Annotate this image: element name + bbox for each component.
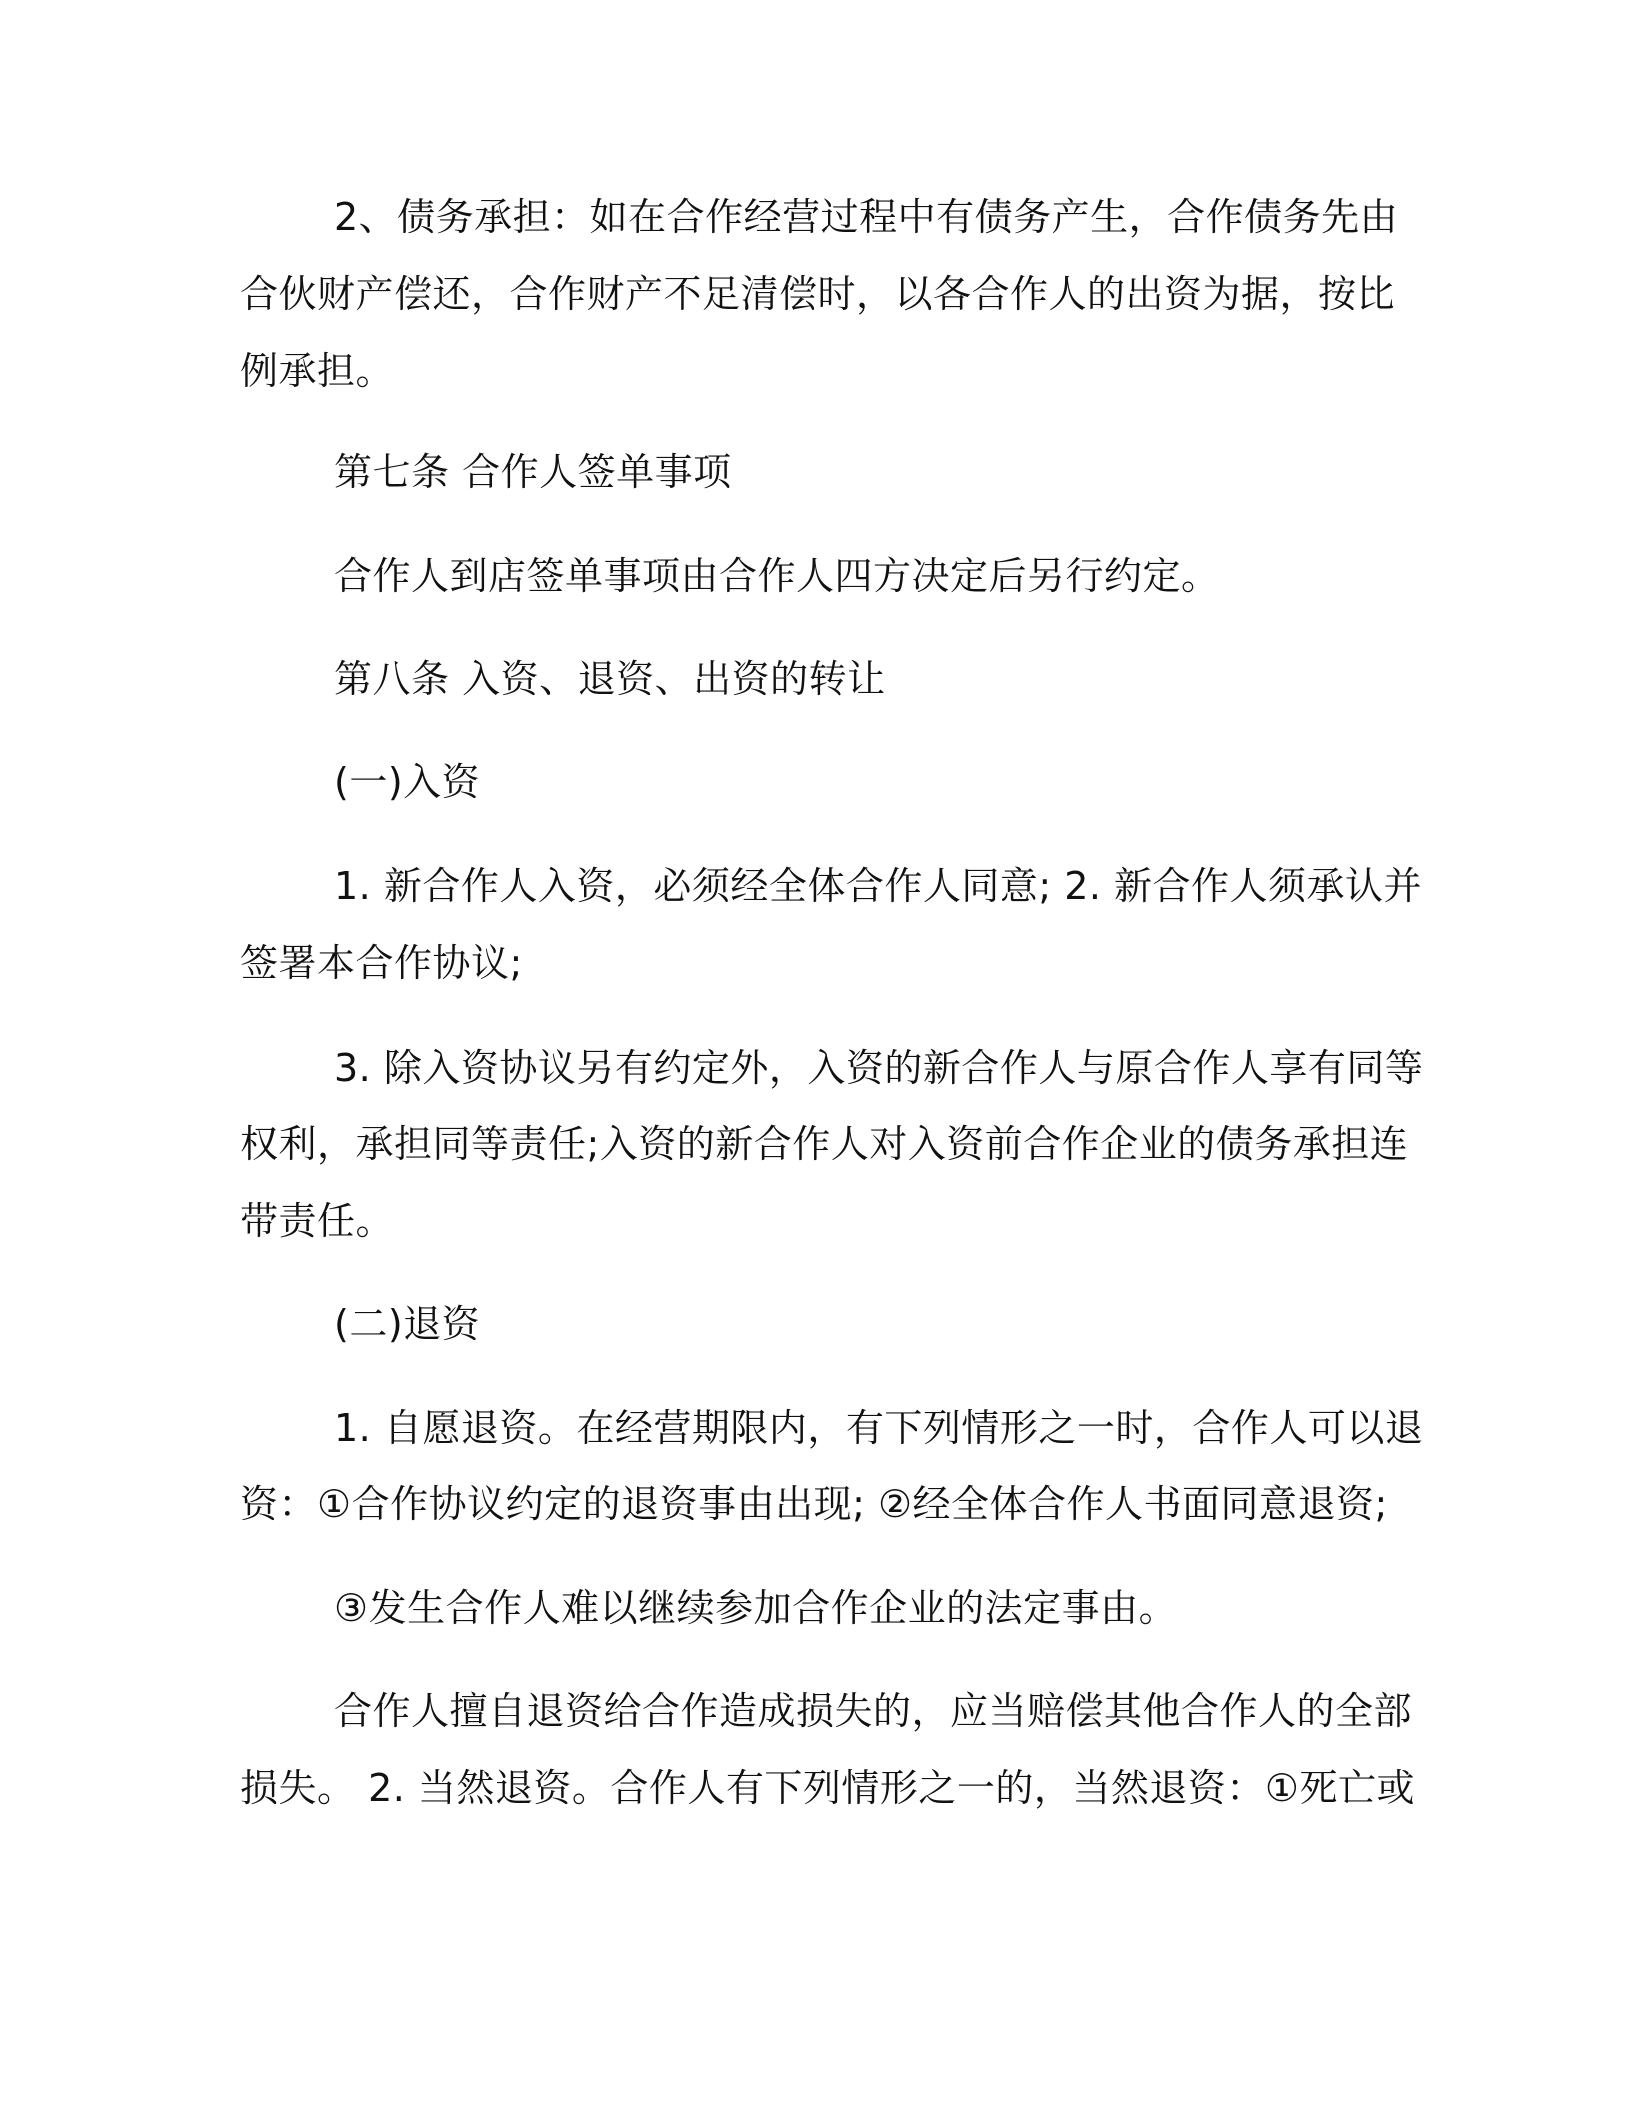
subsection-heading: (一)入资 — [334, 760, 481, 804]
subsection-heading: (二)退资 — [334, 1302, 481, 1346]
paragraph-line: ③发生合作人难以继续参加合作企业的法定事由。 — [334, 1586, 1178, 1630]
paragraph-line: 资：①合作协议约定的退资事由出现; ②经全体合作人书面同意退资; — [240, 1482, 1388, 1526]
section-heading: 第七条 合作人签单事项 — [334, 450, 732, 494]
paragraph-line: 2、债务承担：如在合作经营过程中有债务产生，合作债务先由 — [334, 195, 1399, 239]
paragraph-line: 签署本合作协议; — [240, 941, 523, 985]
paragraph-line: 损失。 2. 当然退资。合作人有下列情形之一的，当然退资：①死亡或 — [240, 1766, 1415, 1810]
paragraph-line: 合作人擅自退资给合作造成损失的，应当赔偿其他合作人的全部 — [334, 1689, 1413, 1733]
paragraph-line: 带责任。 — [240, 1199, 395, 1243]
paragraph-line: 1. 新合作人入资，必须经全体合作人同意; 2. 新合作人须承认并 — [334, 864, 1423, 908]
paragraph-line: 合作人到店签单事项由合作人四方决定后另行约定。 — [334, 554, 1220, 598]
paragraph-line: 合伙财产偿还，合作财产不足清偿时，以各合作人的出资为据，按比 — [240, 272, 1396, 316]
paragraph-line: 例承担。 — [240, 349, 395, 393]
paragraph-line: 3. 除入资协议另有约定外，入资的新合作人与原合作人享有同等 — [334, 1046, 1424, 1090]
section-heading: 第八条 入资、退资、出资的转让 — [334, 657, 886, 701]
paragraph-line: 权利，承担同等责任;入资的新合作人对入资前合作企业的债务承担连 — [240, 1122, 1409, 1166]
paragraph-line: 1. 自愿退资。在经营期限内，有下列情形之一时，合作人可以退 — [334, 1406, 1424, 1450]
